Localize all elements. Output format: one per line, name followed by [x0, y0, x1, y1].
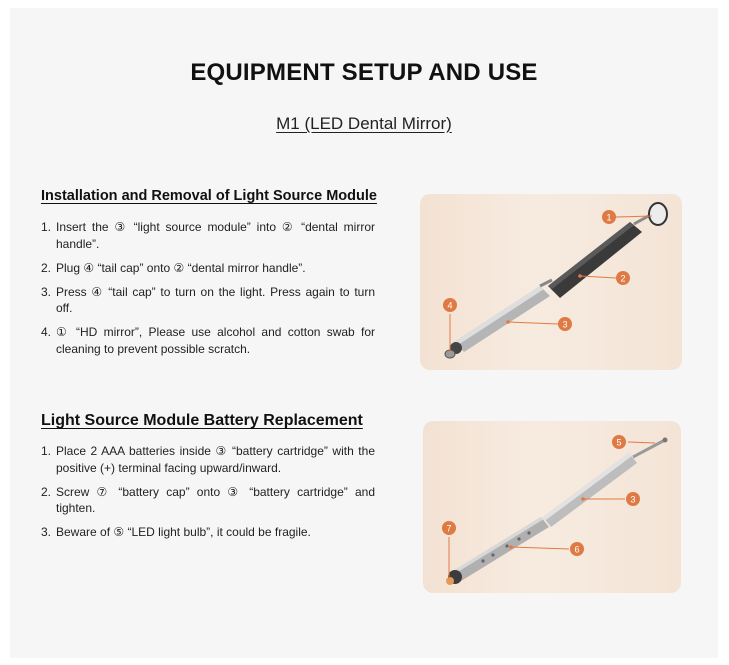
step-number: 1. — [41, 444, 52, 458]
list-item — [41, 484, 375, 517]
step-number: 2. — [41, 260, 52, 275]
list-item — [41, 260, 375, 277]
subtitle-text: M1 (LED Dental Mirror) — [276, 114, 452, 133]
callout-4-badge — [443, 298, 457, 312]
callout-1-label: 1 — [606, 212, 612, 223]
installation-steps-list — [41, 219, 375, 365]
step-text: Place 2 AAA batteries inside ③ “battery cartridge” with the positive (+) terminal facing upward/inward. — [56, 444, 375, 475]
callout-2-badge — [616, 271, 630, 285]
list-item — [41, 443, 375, 476]
callout-5-badge — [612, 435, 626, 449]
document-page — [10, 8, 718, 658]
dental-mirror-illustration — [420, 194, 682, 370]
callout-5-label: 5 — [616, 437, 622, 448]
step-number: 2. — [41, 484, 52, 499]
callout-6-badge — [570, 542, 584, 556]
step-number: 4. — [41, 325, 52, 339]
step-text: Screw ⑦ “battery cap” onto ③ “battery cartridge” and tighten. — [56, 484, 375, 515]
battery-module-illustration — [423, 421, 681, 593]
callout-3-badge — [626, 492, 640, 506]
callout-3-badge — [558, 317, 572, 331]
section-heading-installation: Installation and Removal of Light Source Module — [41, 188, 377, 204]
step-text: Press ④ “tail cap” to turn on the light. Press again to turn off. — [56, 284, 375, 315]
list-item — [41, 524, 375, 541]
step-text: ① “HD mirror”, Please use alcohol and cotton swab for cleaning to prevent possible scratch. — [56, 325, 375, 356]
callout-3-label: 3 — [562, 319, 568, 330]
list-item — [41, 219, 375, 252]
battery-cartridge-graphic — [446, 438, 668, 586]
section-heading-battery: Light Source Module Battery Replacement — [41, 412, 363, 429]
step-number: 3. — [41, 284, 52, 299]
callout-7-badge — [442, 521, 456, 535]
step-text: Plug ④ “tail cap” onto ② “dental mirror handle”. — [56, 260, 306, 275]
list-item — [41, 284, 375, 317]
callout-7-label: 7 — [446, 523, 452, 534]
callout-1-badge — [602, 210, 616, 224]
list-item — [41, 324, 375, 357]
step-text: Beware of ⑤ “LED light bulb”, it could be fragile. — [56, 525, 311, 539]
page-subtitle — [10, 114, 718, 134]
page-title: EQUIPMENT SETUP AND USE — [190, 59, 538, 86]
callout-2-label: 2 — [620, 273, 626, 284]
step-number: 3. — [41, 525, 52, 539]
callout-4-label: 4 — [447, 300, 453, 311]
step-text: Insert the ③ “light source module” into ② “dental mirror handle”. — [56, 220, 375, 251]
step-number: 1. — [41, 220, 52, 234]
callout-6-label: 6 — [574, 544, 580, 555]
battery-steps-list — [41, 443, 375, 548]
callout-3-label: 3 — [630, 494, 636, 505]
light-module-graphic — [445, 280, 552, 358]
